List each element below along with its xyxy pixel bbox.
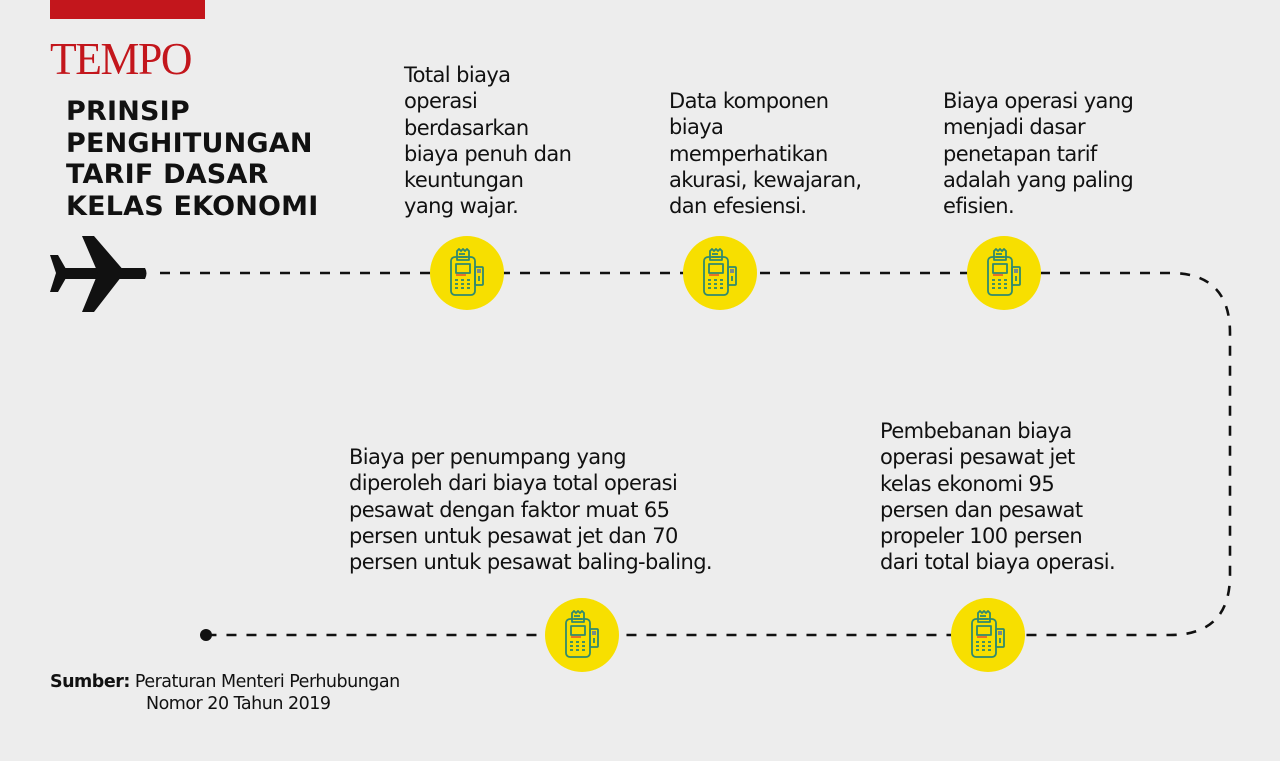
source-line: Nomor 20 Tahun 2019 — [146, 694, 331, 714]
step-line: Total biaya — [404, 63, 511, 87]
payment-terminal-icon — [984, 248, 1024, 298]
step-line: keuntungan — [404, 168, 524, 193]
step-line: memperhatikan — [669, 141, 828, 166]
step-2-text — [669, 88, 862, 219]
tempo-logo: TEMPO — [50, 33, 191, 84]
payment-terminal-icon — [968, 610, 1008, 660]
airplane-icon — [50, 236, 148, 312]
step-line: dari total biaya operasi. — [880, 550, 1116, 575]
title-line: KELAS EKONOMI — [66, 190, 319, 222]
step-line: biaya — [669, 115, 724, 140]
step-line: propeler 100 persen — [880, 524, 1083, 549]
payment-terminal-icon — [700, 248, 740, 298]
step-4-text — [880, 418, 1115, 576]
step-line: operasi pesawat jet — [880, 445, 1075, 470]
step-line: kelas ekonomi 95 — [880, 471, 1055, 496]
step-line: menjadi dasar — [943, 115, 1086, 140]
title-line: PENGHITUNGAN — [66, 127, 313, 159]
source-line: Peraturan Menteri Perhubungan — [134, 672, 400, 692]
end-dot-icon — [200, 629, 212, 641]
step-1-text — [404, 62, 571, 220]
step-line: yang wajar. — [404, 194, 519, 219]
source-label: Sumber: — [50, 672, 130, 692]
step-line: dan efesiensi. — [669, 194, 807, 219]
step-line: Biaya per penumpang yang — [349, 445, 627, 469]
step-3-text — [943, 88, 1133, 219]
step-line: Biaya operasi yang — [943, 89, 1134, 113]
step-node-2 — [683, 236, 757, 310]
step-line: persen untuk pesawat baling-baling. — [349, 550, 713, 575]
step-line: berdasarkan — [404, 115, 529, 140]
step-line: Data komponen — [669, 89, 829, 113]
payment-terminal-icon — [562, 610, 602, 660]
step-line: Pembebanan biaya — [880, 419, 1072, 443]
step-5-text — [349, 444, 712, 575]
source-note — [50, 671, 400, 715]
step-node-3 — [967, 236, 1041, 310]
step-node-1 — [430, 236, 504, 310]
payment-terminal-icon — [447, 248, 487, 298]
title-line: TARIF DASAR — [66, 159, 269, 190]
step-line: persen untuk pesawat jet dan 70 — [349, 523, 678, 548]
step-line: persen dan pesawat — [880, 497, 1083, 522]
title-line: PRINSIP — [66, 96, 190, 127]
step-line: biaya penuh dan — [404, 141, 572, 166]
step-line: penetapan tarif — [943, 141, 1097, 166]
step-line: operasi — [404, 89, 478, 114]
step-node-5 — [545, 598, 619, 672]
step-line: diperoleh dari biaya total operasi — [349, 471, 678, 496]
step-line: akurasi, kewajaran, — [669, 167, 862, 192]
step-node-4 — [951, 598, 1025, 672]
step-line: adalah yang paling — [943, 167, 1134, 192]
step-line: efisien. — [943, 194, 1015, 219]
step-line: pesawat dengan faktor muat 65 — [349, 497, 670, 522]
